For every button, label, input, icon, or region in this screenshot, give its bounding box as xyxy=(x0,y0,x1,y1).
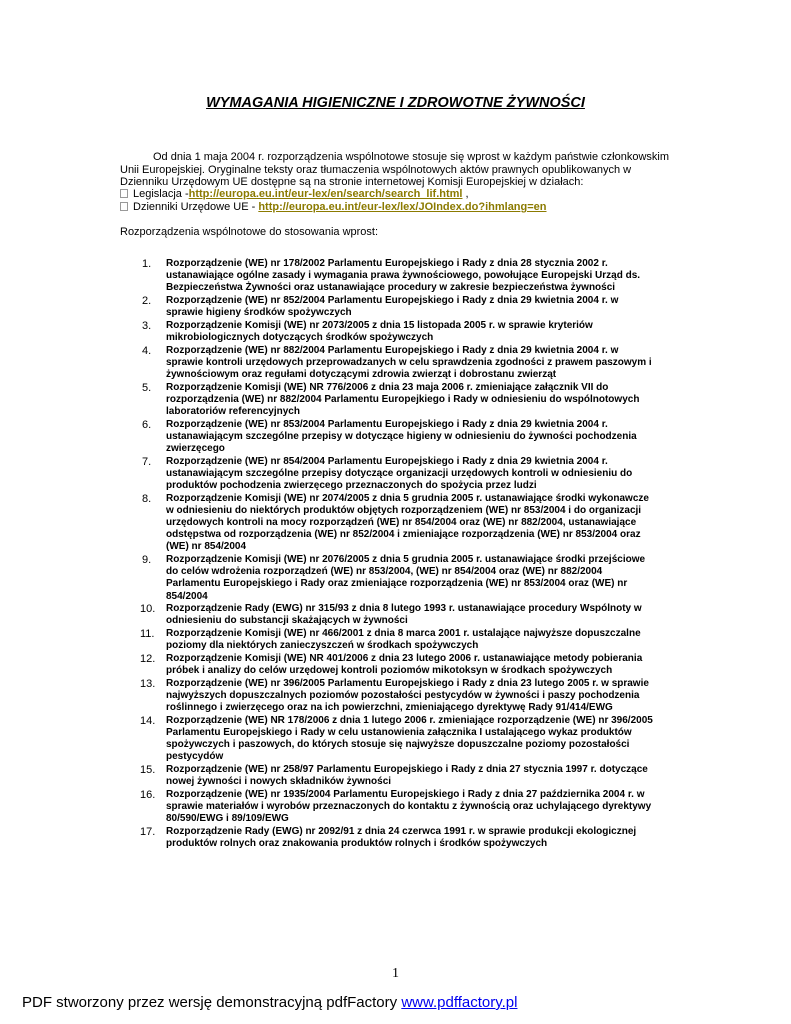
regulation-line: Bezpieczeństwa Żywności oraz ustanawiające procedury w zakresie bezpieczeństwa żywności xyxy=(166,282,616,294)
official-journal-link[interactable]: http://europa.eu.int/eur-lex/lex/JOIndex.do?ihmlang=en xyxy=(258,201,547,213)
intro-paragraph xyxy=(120,151,680,189)
regulation-number: 10. xyxy=(140,603,156,616)
regulation-line: Rozporządzenie Komisji (WE) nr 2074/2005 z dnia 5 grudnia 2005 r. ustanawiające środki wykonawcze xyxy=(166,492,649,504)
regulation-line: 80/590/EWG i 89/109/EWG xyxy=(166,813,289,824)
regulation-line: laboratoriów referencyjnych xyxy=(166,406,300,417)
regulation-line: Rozporządzenie (WE) nr 258/97 Parlamentu Europejskiego i Rady z dnia 27 stycznia 1997 r. dotyczące xyxy=(166,763,648,775)
regulation-number: 5. xyxy=(142,381,152,394)
bullet-label: Dzienniki Urzędowe UE - xyxy=(133,201,259,213)
regulation-number: 8. xyxy=(142,492,152,505)
regulation-line: ustanawiające ogólne zasady i wymagania prawa żywnościowego, powołujące Europejski Urząd ds. xyxy=(166,270,641,282)
bullet-suffix: , xyxy=(462,188,469,200)
regulation-number: 15. xyxy=(140,763,156,776)
regulation-line: Rozporządzenie (WE) nr 178/2002 Parlamentu Europejskiego i Rady z dnia 28 stycznia 2002 r. xyxy=(166,258,608,269)
regulation-line: najwyższych dopuszczalnych poziomów pozostałości pestycydów w żywności i paszy pochodzenia xyxy=(166,689,640,701)
regulation-item xyxy=(120,826,675,850)
regulation-line: Rozporządzenie Komisji (WE) nr 466/2001 z dnia 8 marca 2001 r. ustalające najwyższe dopuszczalne xyxy=(166,628,641,639)
regulation-line: żywnościowym oraz regułami dotyczącymi zdrowia zwierząt i dobrostanu zwierząt xyxy=(166,369,557,380)
regulations-list xyxy=(120,258,675,850)
regulation-line: Parlamentu Europejskiego i Rady w celu ustanowienia załącznika I ustalającego wykaz produktów xyxy=(166,726,632,738)
checkbox-bullet-icon xyxy=(120,202,128,211)
regulation-line: do celów wdrożenia rozporządzeń (WE) nr 853/2004, (WE) nr 854/2004 oraz (WE) nr 882/2004 xyxy=(166,566,603,578)
regulation-line: 854/2004 xyxy=(166,590,208,602)
regulation-line: roślinnego i zwierzęcego oraz na ich powierzchni, zmieniającego dyrektywę Rady 91/414/EWG xyxy=(166,702,613,713)
regulation-item xyxy=(120,493,675,554)
regulation-line: sprawie materiałów i wyrobów przeznaczonych do kontaktu z żywnością oraz uchylającego dyrektywy xyxy=(166,800,652,812)
regulation-number: 6. xyxy=(142,418,152,431)
regulation-line: spożywczych i paszowych, do których stosuje się najwyższe dopuszczalne poziomy pozostałości xyxy=(166,739,630,750)
regulation-number: 4. xyxy=(142,344,152,357)
regulation-line: pestycydów xyxy=(166,751,224,763)
regulation-line: Rozporządzenie (WE) nr 1935/2004 Parlamentu Europejskiego i Rady z dnia 27 października 2004 r. w xyxy=(166,788,645,800)
regulation-line: odstępstwa od rozporządzenia (WE) nr 852/2004 i zmieniające rozporządzenia (WE) nr 853/2004 oraz xyxy=(166,529,641,541)
regulation-line: próbek i analizy do celów urzędowej kontroli poziomów mikotoksyn w środkach spożywczych xyxy=(166,665,613,676)
regulation-number: 9. xyxy=(142,554,152,566)
bullet-legislacja xyxy=(120,188,469,201)
regulation-item xyxy=(120,764,675,788)
regulation-line: Rozporządzenie (WE) NR 178/2006 z dnia 1 lutego 2006 r. zmieniające rozporządzenie (WE) nr 396/2005 xyxy=(166,714,653,726)
bullet-label: Legislacja - xyxy=(133,188,189,200)
regulation-number: 2. xyxy=(142,295,152,307)
regulation-item xyxy=(120,295,675,319)
regulation-number: 7. xyxy=(142,455,152,468)
legislation-link[interactable]: http://europa.eu.int/eur-lex/en/search/search_lif.html xyxy=(188,188,463,200)
regulation-item xyxy=(120,345,675,382)
regulation-number: 1. xyxy=(142,258,152,270)
regulation-line: (WE) nr 854/2004 xyxy=(166,541,247,553)
regulation-line: produktów rolnych oraz znakowania produktów rolnych i środków spożywczych xyxy=(166,837,548,849)
regulation-line: ustanawiającym szczególne przepisy w dotyczące higieny w odniesieniu do żywności pochodzenia xyxy=(166,430,637,442)
intro-line: Unii Europejskiej. Oryginalne teksty oraz tłumaczenia wspólnotowych aktów prawnych opublikowanych w xyxy=(120,163,632,176)
checkbox-bullet-icon xyxy=(120,189,128,198)
regulation-line: Rozporządzenie Rady (EWG) nr 315/93 z dnia 8 lutego 1993 r. ustanawiające procedury Wspólnoty w xyxy=(166,603,642,615)
regulation-line: w odniesieniu do niektórych produktów objętych rozporządzeniem (WE) nr 853/2004 i do organizacji xyxy=(166,504,642,516)
regulation-line: rozporządzenia (WE) nr 882/2004 Parlamentu Europejkiego i Rady w odniesieniu do wspólnotowych xyxy=(166,393,640,405)
regulation-line: Rozporządzenie Rady (EWG) nr 2092/91 z dnia 24 czerwca 1991 r. w sprawie produkcji ekologicznej xyxy=(166,825,637,837)
intro-line: Dzienniku Urzędowym UE dostępne są na stronie internetowej Komisji Europejskiej w działach: xyxy=(120,176,584,189)
regulation-line: urzędowych kontroli na mocy rozporządzeń (WE) nr 854/2004 oraz (WE) nr 882/2004, ustanawiające xyxy=(166,517,637,528)
regulation-item xyxy=(120,653,675,677)
regulation-number: 13. xyxy=(140,677,156,690)
bullet-dzienniki xyxy=(120,201,547,214)
regulation-line: ustanawiającym szczególne przepisy dotyczące organizacji urzędowych kontroli w odniesieniu do xyxy=(166,467,633,479)
pdffactory-link[interactable]: www.pdffactory.pl xyxy=(401,994,518,1011)
regulation-number: 17. xyxy=(140,825,156,838)
regulation-line: odniesieniu do substancji skażających w żywności xyxy=(166,615,408,627)
regulation-item xyxy=(120,258,675,295)
regulation-line: Rozporządzenie Komisji (WE) NR 776/2006 z dnia 23 maja 2006 r. zmieniające załącznik VII do xyxy=(166,381,609,393)
regulation-line: Rozporządzenie (WE) nr 852/2004 Parlamentu Europejskiego i Rady z dnia 29 kwietnia 2004 r. w xyxy=(166,295,619,306)
regulation-line: Rozporządzenie (WE) nr 853/2004 Parlamentu Europejskiego i Rady z dnia 29 kwietnia 2004 r. xyxy=(166,418,608,430)
regulation-line: Rozporządzenie (WE) nr 882/2004 Parlamentu Europejskiego i Rady z dnia 29 kwietnia 2004 r. w xyxy=(166,344,619,356)
regulation-line: Rozporządzenie (WE) nr 854/2004 Parlamentu Europejskiego i Rady z dnia 29 kwietnia 2004 r. xyxy=(166,455,608,467)
regulation-number: 16. xyxy=(140,788,156,801)
intro-line: Od dnia 1 maja 2004 r. rozporządzenia wspólnotowe stosuje się wprost w każdym państwie członkowskim xyxy=(153,151,670,163)
regulation-line: zwierzęcego xyxy=(166,443,225,454)
regulation-line: poziomy dla niektórych zanieczyszczeń w środkach spożywczych xyxy=(166,640,479,652)
regulation-line: mikrobiologicznych dotyczących środków spożywczych xyxy=(166,332,434,343)
footer-text: PDF stworzony przez wersję demonstracyjną pdfFactory xyxy=(22,994,402,1011)
regulation-item xyxy=(120,554,675,603)
regulation-item xyxy=(120,382,675,419)
regulation-item xyxy=(120,789,675,826)
regulation-item xyxy=(120,715,675,764)
regulation-line: sprawie kontroli urzędowych przeprowadzanych w celu sprawdzenia zgodności z prawem paszowym i xyxy=(166,356,652,368)
regulation-item xyxy=(120,603,675,627)
regulation-item xyxy=(120,320,675,344)
regulation-line: produktów pochodzenia zwierzęcego przeznaczonych do spożycia przez ludzi xyxy=(166,480,537,491)
regulation-number: 11. xyxy=(140,628,155,640)
regulation-line: sprawie higieny środków spożywczych xyxy=(166,307,352,319)
regulation-line: Rozporządzenie Komisji (WE) nr 2073/2005 z dnia 15 listopada 2005 r. w sprawie kryteriów xyxy=(166,319,593,331)
regulation-item xyxy=(120,628,675,652)
regulation-number: 14. xyxy=(140,714,156,727)
regulation-item xyxy=(120,419,675,456)
pdf-footer xyxy=(22,994,517,1011)
regulation-line: Rozporządzenie (WE) nr 396/2005 Parlamentu Europejskiego i Rady z dnia 23 lutego 2005 r. w sprawie xyxy=(166,677,649,689)
regulation-number: 12. xyxy=(140,652,156,665)
regulation-line: Parlamentu Europejskiego i Rady oraz zmieniające rozporządzenia (WE) nr 853/2004 oraz (WE) nr xyxy=(166,578,628,590)
regulation-item xyxy=(120,678,675,715)
document-title: WYMAGANIA HIGIENICZNE I ZDROWOTNE ŻYWNOŚCI xyxy=(206,95,585,111)
regulation-line: Rozporządzenie Komisji (WE) NR 401/2006 z dnia 23 lutego 2006 r. ustanawiające metody pobierania xyxy=(166,652,643,664)
regulation-number: 3. xyxy=(142,319,152,332)
regulation-item xyxy=(120,456,675,493)
regulation-line: nowej żywności i nowych składników żywności xyxy=(166,776,392,787)
regulations-subheading: Rozporządzenia wspólnotowe do stosowania wprost: xyxy=(120,226,379,238)
regulation-line: Rozporządzenie Komisji (WE) nr 2076/2005 z dnia 5 grudnia 2005 r. ustanawiające środki przejściowe xyxy=(166,554,646,565)
page-number: 1 xyxy=(392,966,399,981)
